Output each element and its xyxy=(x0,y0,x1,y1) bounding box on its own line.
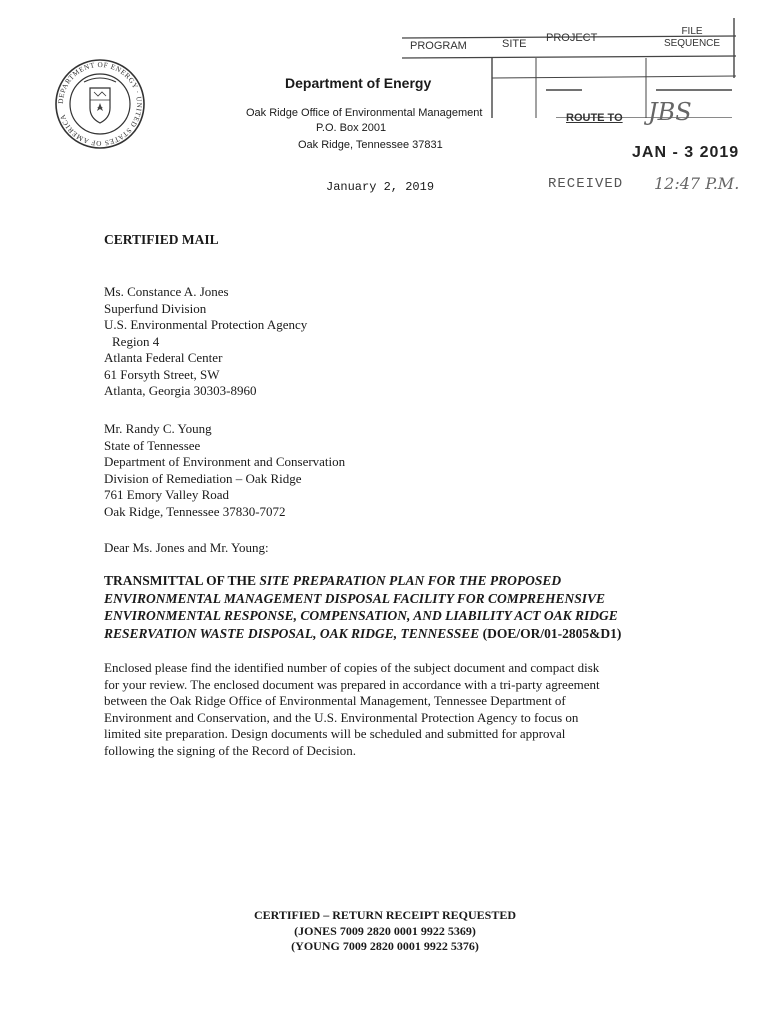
stamp-received: RECEIVED xyxy=(548,176,624,192)
body-line: limited site preparation. Design documents will be scheduled and submitted for approval xyxy=(104,726,566,741)
mail-type: CERTIFIED MAIL xyxy=(104,232,219,247)
address-line: Ms. Constance A. Jones xyxy=(104,284,229,299)
certified-footer xyxy=(200,908,570,955)
po-box: P.O. Box 2001 xyxy=(316,122,387,134)
letter-date: January 2, 2019 xyxy=(326,180,435,194)
address-line: Region 4 xyxy=(112,333,160,349)
footer-line: (YOUNG 7009 2820 0001 9922 5376) xyxy=(291,939,479,953)
body-line: following the signing of the Record of Decision. xyxy=(104,742,357,758)
address-line: Department of Environment and Conservation xyxy=(104,454,346,469)
footer-line: (JONES 7009 2820 0001 9922 5369) xyxy=(294,923,476,938)
route-initials: JBS xyxy=(648,98,692,126)
address-line: State of Tennessee xyxy=(104,437,201,453)
recipient-block-1 xyxy=(104,284,307,400)
stamp-project: PROJECT xyxy=(546,32,598,44)
stamp-file-sequence: FILE SEQUENCE xyxy=(663,26,721,49)
footer-line: CERTIFIED – RETURN RECEIPT REQUESTED xyxy=(253,908,517,922)
address-line: Atlanta Federal Center xyxy=(104,350,223,365)
subject-prefix: TRANSMITTAL OF THE xyxy=(104,573,260,588)
body-line: for your review. The enclosed document was prepared in accordance with a tri-party agreement xyxy=(104,676,600,692)
stamp-site: SITE xyxy=(502,38,527,50)
address-line: Mr. Randy C. Young xyxy=(104,421,212,436)
subject-title: SITE PREPARATION PLAN FOR THE PROPOSED ENVIRONMENTAL MANAGEMENT DISPOSAL FACILITY FOR COMPREHENSIVE ENVIRONMENTAL RESPONSE, COMPENSATION, AND LIABILITY ACT OAK RIDGE RESERVATION WASTE DISPOSAL, OAK RIDGE, TENNESSEE xyxy=(104,573,618,641)
body-paragraph xyxy=(104,660,704,759)
doe-seal-icon xyxy=(54,58,146,150)
seal-ring-text: DEPARTMENT OF ENERGY · UNITED STATES OF AMERICA xyxy=(56,60,144,148)
stamp-date: JAN - 3 2019 xyxy=(632,144,740,161)
office-name: Oak Ridge Office of Environmental Management xyxy=(246,107,483,119)
address-line: Superfund Division xyxy=(104,300,207,316)
subject-line xyxy=(104,572,664,642)
body-line: Environment and Conservation, and the U.S. Environmental Protection Agency to focus on xyxy=(104,709,579,725)
department-name: Department of Energy xyxy=(285,75,432,91)
address-line: U.S. Environmental Protection Agency xyxy=(104,317,308,332)
subject-suffix: (DOE/OR/01-2805&D1) xyxy=(479,625,622,641)
salutation: Dear Ms. Jones and Mr. Young: xyxy=(104,540,269,555)
recipient-block-2 xyxy=(104,421,345,520)
office-city: Oak Ridge, Tennessee 37831 xyxy=(298,139,443,151)
address-line: Division of Remediation – Oak Ridge xyxy=(104,470,302,486)
body-line: Enclosed please find the identified number of copies of the subject document and compact disk xyxy=(104,660,600,675)
body-line: between the Oak Ridge Office of Environmental Management, Tennessee Department of xyxy=(104,693,566,708)
address-line: Atlanta, Georgia 30303-8960 xyxy=(104,383,257,398)
stamp-received-time: 12:47 P.M. xyxy=(654,174,740,193)
address-line: 761 Emory Valley Road xyxy=(104,487,230,502)
address-line: Oak Ridge, Tennessee 37830-7072 xyxy=(104,503,286,519)
address-line: 61 Forsyth Street, SW xyxy=(104,366,220,382)
stamp-route-label: ROUTE TO xyxy=(566,112,623,124)
stamp-program: PROGRAM xyxy=(410,40,467,52)
